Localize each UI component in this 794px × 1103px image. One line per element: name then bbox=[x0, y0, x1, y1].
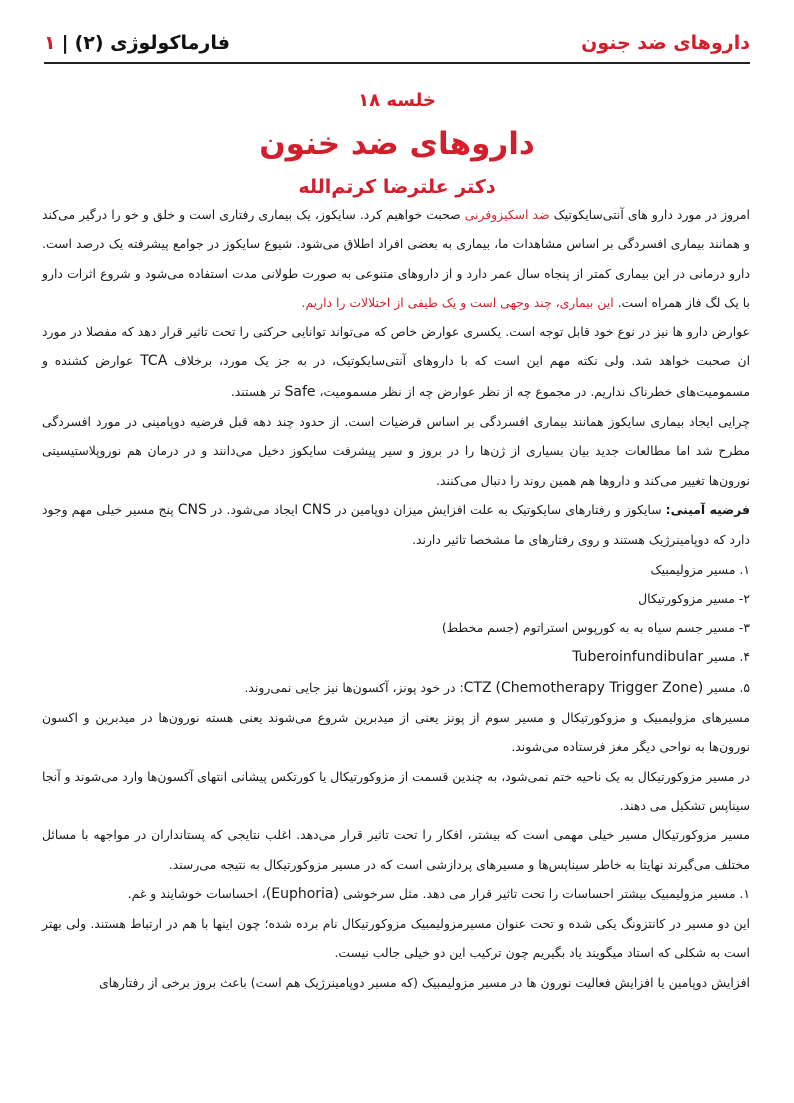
text-run: عوارض کشنده و مسمومیت‌های خطرناک نداریم. در مجموع چه از نظر عوارض چه از نظر مسمومیت، bbox=[42, 353, 750, 399]
text-run: سایکوز و رفتارهای سایکوتیک به علت افزایش میزان دوپامین در bbox=[331, 501, 666, 517]
term-ctz: CTZ bbox=[463, 679, 492, 696]
header-book-title bbox=[44, 32, 230, 54]
page-header bbox=[44, 24, 750, 64]
term-cns: CNS bbox=[177, 501, 207, 518]
text-run: صحبت خواهیم کرد. سایکوز، یک بیماری رفتاری است و خلق و خو را درگیر می‌کند و همانند بیماری افسردگی بر اساس مشاهدات ما، بیماری به بعضی افراد اطلاق می‌شود. شیوع سایکوز در جوامع پیشرفته یک درصد است. دارو درمانی در این بیماری کمتر از پنجاه سال عمر دارد و از داروهای متنوعی به صورت طولانی مدت استفاده می‌شود و شروع اثرات دارو با یک لگ فاز همراه است. bbox=[42, 207, 750, 310]
list-item: ۲- مسیر مزوکورتیکال bbox=[638, 590, 750, 606]
list-item bbox=[42, 673, 750, 703]
term-safe: Safe bbox=[284, 383, 316, 400]
paragraph-pathways-origin: مسیرهای مزولیمبیک و مزوکورتیکال و مسیر سوم از پونز یعنی از میدبرین شروع می‌شوند یعنی هسته نورون‌ها در میدبرین و اکسون نورون‌ها به نواحی دیگر مغز فرستاده می‌شوند. bbox=[42, 710, 750, 755]
text-run: امروز در مورد دارو های آنتی‌سایکوتیک bbox=[549, 207, 751, 222]
paragraph-mesolimbic-role bbox=[42, 879, 750, 909]
text-run: : در خود پونز، آکسون‌ها نیز جایی نمی‌روند. bbox=[244, 679, 464, 695]
list-item: ۳- مسیر جسم سیاه به به کورپوس استراتوم (جسم مخطط) bbox=[441, 620, 750, 636]
text-run: عوارض دارو ها نیز در نوع خود قابل توجه است. یکسری عوارض خاص که می‌تواند توانایی حرکتی را تحت تاثیر قرار دهد که مفصلا در مورد ان صحبت خواهد شد. ولی نکته مهم این است که با داروهای آنتی‌سایکوتیک، در به جز یک مورد، برخلاف bbox=[42, 324, 751, 369]
term-cns: CNS bbox=[302, 501, 332, 518]
paragraph-mesocortical-role: مسیر مزوکورتیکال مسیر خیلی مهمی است که بیشتر، افکار را تحت تاثیر قرار می‌دهد. اغلب نتایجی که پستانداران در مواجهه با مسائل مختلف می‌گیرند نهایتا به خاطر سیناپس‌ها و مسیرهای پردازشی است که در مسیر مزوکورتیکال به نتیجه می‌رسند. bbox=[42, 827, 750, 872]
term-chemotherapy-trigger-zone: (Chemotherapy Trigger Zone) bbox=[495, 679, 704, 696]
text-run: پنج مسیر خیلی مهم وجود دارد که دوپامینرژیک هستند و روی رفتارهای ما مشخصا تاثیر دارند. bbox=[42, 501, 750, 548]
list-item bbox=[42, 642, 750, 672]
page-number: ۱ bbox=[44, 32, 56, 54]
paragraph-combined-pathway: این دو مسیر در کانتزونگ یکی شده و تحت عنوان مسیرمزولیمبیک مزوکورتیکال نام برده شده؛ چون اینها با هم در ارتباط هستند. ولی بهتر است به شکلی که استاد میگویند یاد بگیریم چون ترکیب این دو خیلی جالب نیست. bbox=[42, 916, 750, 961]
session-number: خلسه ۱۸ bbox=[358, 90, 436, 111]
paragraph-mesocortical-ends: در مسیر مزوکورتیکال به یک ناحیه ختم نمی‌شود، به چندین قسمت از مزوکورتیکال یا کورتکس پیشانی انتهای آکسون‌ها وارد می‌شوند و آنجا سیناپس تشکیل می دهند. bbox=[42, 768, 750, 813]
paragraph-dopamine-increase: افزایش دوپامین یا افزایش فعالیت نورون ها در مسیر مزولیمبیک (که مسیر دوپامینرژیک هم است) باعث بروز برخی از رفتارهای bbox=[98, 974, 750, 990]
paragraph-intro bbox=[42, 200, 750, 317]
text-run: تر هستند. bbox=[230, 383, 285, 399]
paragraph-amine-hypothesis bbox=[42, 495, 750, 555]
term-tuberoinfundibular: Tuberoinfundibular bbox=[572, 649, 704, 666]
term-amine-hypothesis: فرضیه آمینی: bbox=[665, 501, 750, 517]
text-run: ۱. مسیر مزولیمبیک بیشتر احساسات را تحت تاثیر قرار می دهد. مثل سرخوشی bbox=[338, 885, 750, 901]
term-euphoria: (Euphoria) bbox=[265, 885, 339, 902]
paragraph-side-effects bbox=[42, 317, 750, 407]
text-run: ۴. مسیر bbox=[703, 649, 750, 665]
title-block bbox=[44, 84, 750, 204]
text-run: ۵. مسیر bbox=[703, 679, 750, 695]
header-separator: | bbox=[61, 32, 69, 54]
highlight-spectrum: این بیماری، چند وجهی است و یک طیفی از اختلالات را داریم. bbox=[301, 294, 614, 310]
body-text bbox=[42, 200, 750, 997]
highlight-schizophrenia: ضد اسکیزوفرنی bbox=[464, 207, 550, 222]
header-section-title: داروهای ضد جنون bbox=[581, 32, 750, 54]
term-tca: TCA bbox=[140, 353, 168, 370]
author-name: دکتر علترضا کرتم‌الله bbox=[298, 176, 496, 198]
page-title: داروهای ضد خنون bbox=[259, 126, 535, 162]
book-title: فارماکولوژی (۲) bbox=[74, 32, 230, 54]
text-run: ایجاد می‌شود. در bbox=[206, 501, 303, 517]
text-run: ، احساسات خوشایند و غم. bbox=[127, 885, 266, 901]
paragraph-etiology: چرایی ایجاد بیماری سایکوز همانند بیماری افسردگی بر اساس فرضیات است. از حدود چند دهه قبل فرضیه دوپامینی در مورد افسردگی مطرح شد اما مطالعات جدید بیان بسیاری از ژن‌ها را در بروز و سیر پیشرفت سایکوز دخیل می‌دانند و در درمان هم نوروپلاستیسیتی نورون‌ها تغییر می‌کند و داروها هم همین روند را دنبال می‌کنند. bbox=[42, 414, 750, 488]
list-item: ۱. مسیر مزولیمبیک bbox=[650, 561, 750, 577]
